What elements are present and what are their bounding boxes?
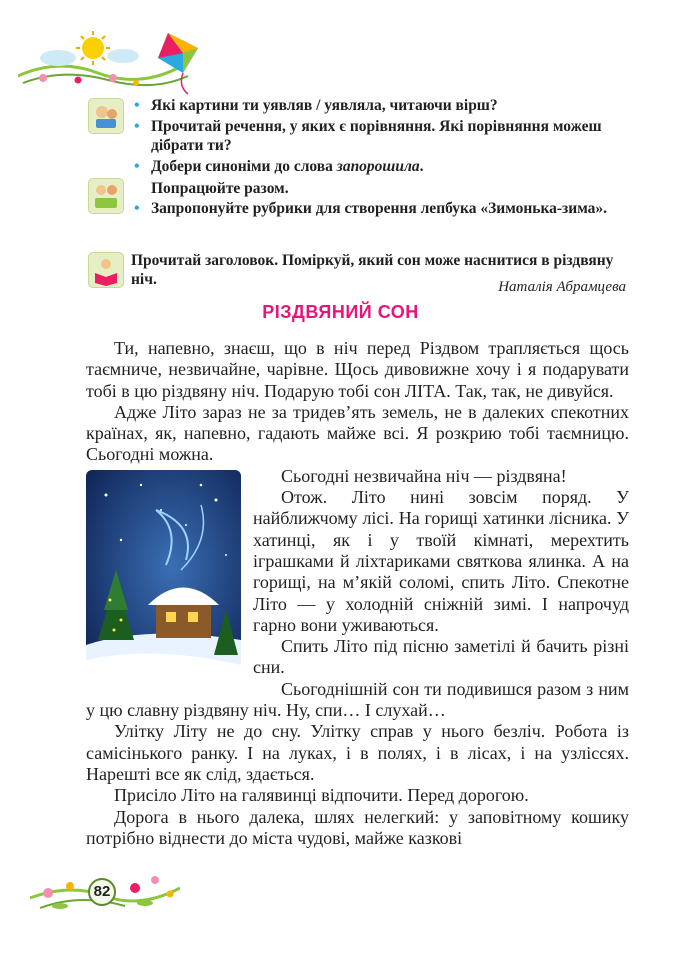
question-item: • Добери синоніми до слова запорошила. bbox=[131, 157, 631, 176]
author-name: Наталія Абрамцева bbox=[498, 279, 626, 295]
story-paragraph: Присіло Літо на галявинці відпочити. Перед дорогою. bbox=[114, 785, 529, 806]
story-paragraph: Улітку Літу не до сну. Улітку справ у нього безліч. Робота із самісінького ранку. І на луках, і в полях, і в лісах, і на узліссях. Нарешті все як слід, здається. bbox=[86, 721, 629, 784]
winter-cabin-illustration bbox=[86, 470, 241, 684]
group-work-title: Попрацюйте разом. bbox=[151, 180, 289, 197]
reading-task: Прочитай заголовок. Поміркуй, який сон може наснитися в різдвяну ніч. bbox=[131, 252, 614, 288]
story-paragraph: Сьогодні незвичайна ніч — різдвяна! bbox=[281, 465, 567, 486]
question-item: • Які картини ти уявляв / уявляла, читаючи вірш? bbox=[131, 96, 631, 115]
reading-questions-icon bbox=[88, 98, 124, 134]
reading-book-icon bbox=[88, 252, 124, 288]
story-paragraph: Ти, напевно, знаєш, що в ніч перед Різдвом трапляється щось таємниче, незвичайне, чарівне. Щось дивовижне хочу і я подарувати тобі в цю різдвяну ніч. Подарую тобі сон ЛІТА. Так, так, не дивуйся. bbox=[86, 338, 629, 401]
story-text bbox=[86, 338, 629, 849]
story-paragraph: Сьогоднішній сон ти подивишся разом з ним у цю славну різдвяну ніч. Ну, спи… І слухай… bbox=[86, 678, 629, 721]
group-task-item: • Запропонуйте рубрики для створення лепбука «Зимонька-зима». bbox=[131, 199, 631, 218]
group-work-icon bbox=[88, 178, 124, 214]
story-paragraph: Дорога в нього далека, шлях нелегкий: у заповітному кошику потрібно віднести до міста чудові, майже казкові bbox=[86, 806, 629, 848]
question-list bbox=[131, 96, 631, 178]
sun-kite-decoration-icon bbox=[18, 28, 203, 98]
question-item: • Прочитай речення, у яких є порівняння. Які порівняння можеш дібрати ти? bbox=[131, 117, 631, 155]
synonym-word: запорошила bbox=[336, 158, 420, 175]
story-title: РІЗДВЯНИЙ СОН bbox=[262, 302, 419, 322]
group-task-list bbox=[131, 199, 631, 220]
story-paragraph: Спить Літо під пісню заметілі й бачить різні сни. bbox=[253, 636, 629, 678]
story-paragraph: Отож. Літо нині зовсім поряд. У найближчому лісі. На горищі хатинки лісника. У хатинці, як і у твоїй кімнаті, мерехтить іграшками й ліхтариками святкова ялинка. А на горищі, на м’якій соломі, спить Літо. Спекотне Літо — у холодній сніжній зимі. І напрочуд гарно вони уживаються. bbox=[253, 487, 629, 635]
story-paragraph: Адже Літо зараз не за тридев’ять земель, не в далеких спекотних країнах, як, напевно, гадають майже всі. Я розкрию тобі таємницю. Сьогодні можна. bbox=[86, 401, 629, 465]
page-number: 82 bbox=[88, 878, 116, 906]
